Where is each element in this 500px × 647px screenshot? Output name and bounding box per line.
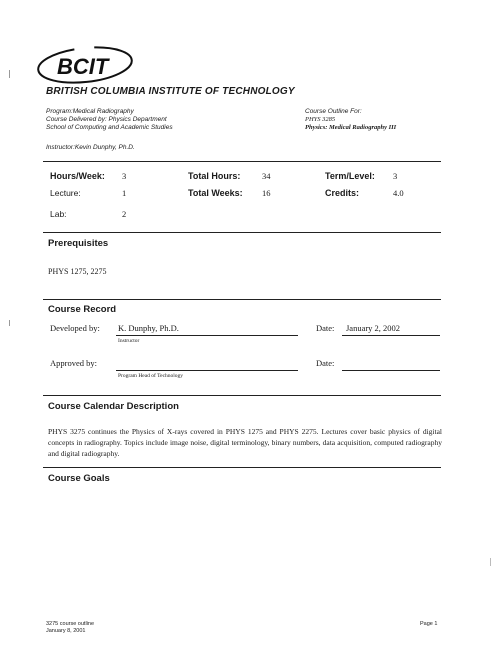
goals-rule (43, 467, 441, 468)
total-hours-label: Total Hours: (188, 171, 241, 181)
calendar-rule (43, 395, 441, 396)
credits-value: 4.0 (393, 188, 404, 198)
instructor-line: Instructor:Kevin Dunphy, Ph.D. (46, 144, 135, 151)
term-value: 3 (393, 171, 398, 181)
top-rule (43, 161, 441, 162)
course-record-title: Course Record (48, 304, 117, 315)
term-label: Term/Level: (325, 171, 375, 181)
date-label: Date: (316, 323, 335, 333)
program-line: Program:Medical Radiography (46, 108, 134, 115)
total-hours-value: 34 (262, 171, 271, 181)
prerequisites-text: PHYS 1275, 2275 (48, 267, 107, 276)
footer-line2: January 8, 2001 (46, 628, 86, 634)
institution-name: BRITISH COLUMBIA INSTITUTE OF TECHNOLOGY (46, 86, 295, 97)
developed-underline (116, 335, 298, 336)
outline-for-label: Course Outline For: (305, 108, 362, 115)
total-weeks-value: 16 (262, 188, 271, 198)
total-weeks-label: Total Weeks: (188, 188, 243, 198)
bcit-logo (35, 44, 135, 86)
scan-mark (490, 558, 491, 566)
lecture-value: 1 (122, 188, 127, 198)
lab-label: Lab: (50, 209, 67, 219)
hours-week-label: Hours/Week: (50, 171, 105, 181)
developed-sub: Instructor (118, 338, 140, 344)
developed-label: Developed by: (50, 323, 100, 333)
lab-value: 2 (122, 209, 127, 219)
developed-value: K. Dunphy, Ph.D. (118, 323, 179, 333)
lecture-label: Lecture: (50, 188, 81, 198)
hours-week-value: 3 (122, 171, 127, 181)
date-underline (342, 335, 440, 336)
footer-page: Page 1 (420, 621, 438, 627)
date2-label: Date: (316, 358, 335, 368)
approved-sub: Program Head of Technology (118, 373, 184, 379)
delivered-line: Course Delivered by: Physics Department (46, 116, 167, 123)
school-line: School of Computing and Academic Studies (46, 124, 173, 131)
calendar-text: PHYS 3275 continues the Physics of X-rays covered in PHYS 1275 and PHYS 2275. Lectures cover basic physics of digital concepts in radiography. Topics include image noise, digital terminology, binary numbers, data acquisition, computed radiography and digital radiography. (48, 427, 442, 458)
record-rule (43, 299, 441, 300)
logo-text: BCIT (57, 54, 109, 79)
date-value: January 2, 2002 (346, 323, 401, 333)
calendar-title: Course Calendar Description (48, 401, 179, 412)
approved-underline (116, 370, 298, 371)
credits-label: Credits: (325, 188, 360, 198)
course-goals-title: Course Goals (48, 473, 110, 484)
course-title: Physics: Medical Radiography III (305, 124, 397, 131)
prerequisites-title: Prerequisites (48, 238, 109, 249)
prereq-rule (43, 232, 441, 233)
scan-mark (9, 320, 10, 326)
scan-mark (9, 70, 10, 78)
footer-line1: 3275 course outline (46, 621, 95, 627)
date2-underline (342, 370, 440, 371)
course-code: PHYS 3285 (305, 116, 336, 123)
approved-label: Approved by: (50, 358, 97, 368)
